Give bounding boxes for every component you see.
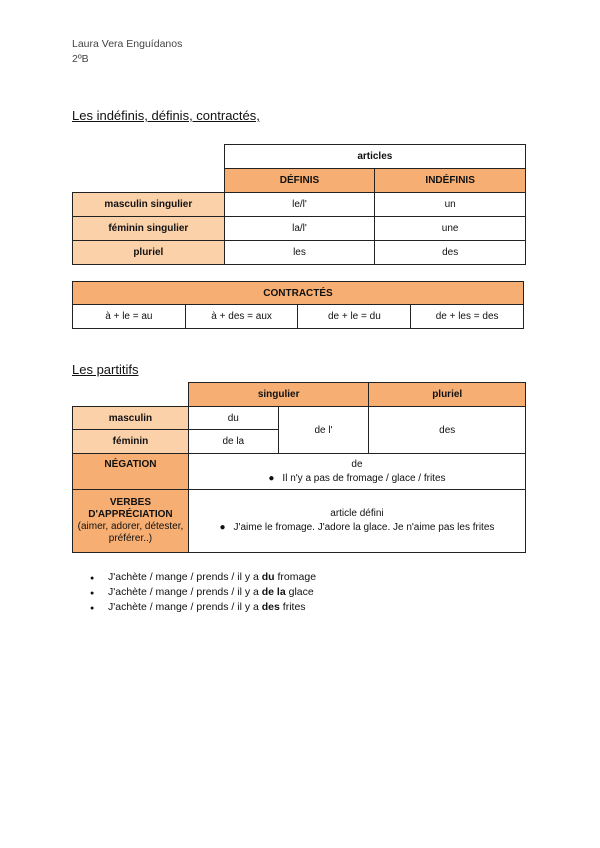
appreciation-label-cell xyxy=(73,490,189,553)
col-header-pluriel: pluriel xyxy=(369,383,526,407)
list-item-prefix: J'achète / mange / prends / il y a xyxy=(108,586,262,598)
list-item xyxy=(90,600,316,615)
col-header-definis: DÉFINIS xyxy=(224,169,375,193)
list-item-suffix: fromage xyxy=(274,571,317,583)
appreciation-label: VERBES D'APPRÉCIATION xyxy=(88,497,173,520)
empty-corner xyxy=(73,169,225,193)
author-name: Laura Vera Enguídanos xyxy=(72,38,183,50)
negation-cell xyxy=(188,454,525,490)
list-item-prefix: J'achète / mange / prends / il y a xyxy=(108,571,262,583)
negation-example-item xyxy=(189,472,525,486)
cell-pluriel: des xyxy=(369,407,526,454)
empty-corner xyxy=(73,383,189,407)
list-item-article: du xyxy=(261,571,275,583)
cell-indefini: des xyxy=(375,241,526,265)
row-label: pluriel xyxy=(73,241,225,265)
list-item-article: des xyxy=(261,601,280,613)
row-label: féminin singulier xyxy=(73,217,225,241)
negation-example: Il n'y a pas de fromage / glace / frites xyxy=(282,472,446,484)
cell-indefini: une xyxy=(375,217,526,241)
appreciation-value: article défini xyxy=(330,508,384,519)
partitifs-table xyxy=(72,382,526,553)
list-item-prefix: J'achète / mange / prends / il y a xyxy=(108,601,262,613)
cell-defini: le/l' xyxy=(224,193,375,217)
negation-value: de xyxy=(351,458,363,470)
contraction-cell: de + le = du xyxy=(298,305,411,329)
articles-group-header: articles xyxy=(224,145,525,169)
list-item xyxy=(90,585,316,600)
cell-defini: la/l' xyxy=(224,217,375,241)
cell-sing-shared: de l' xyxy=(278,407,369,454)
contraction-cell: à + des = aux xyxy=(185,305,298,329)
row-label-feminin: féminin xyxy=(73,430,189,454)
table-row xyxy=(73,193,526,217)
row-label: masculin singulier xyxy=(73,193,225,217)
cell-masc-sing: du xyxy=(188,407,278,430)
class-label: 2ºB xyxy=(72,53,89,65)
col-header-singulier: singulier xyxy=(188,383,369,407)
section-title-partitifs: Les partitifs xyxy=(72,362,139,377)
bullet-icon: ● xyxy=(219,522,226,533)
appreciation-example-item xyxy=(189,521,525,535)
row-label-negation: NÉGATION xyxy=(73,454,189,490)
appreciation-sub: (aimer, adorer, détester, préférer..) xyxy=(77,521,184,544)
contraction-cell: à + le = au xyxy=(73,305,186,329)
contraction-cell: de + les = des xyxy=(411,305,524,329)
cell-defini: les xyxy=(224,241,375,265)
list-item xyxy=(90,570,316,585)
section-title-articles: Les indéfinis, définis, contractés, xyxy=(72,108,260,123)
list-item-article: de la xyxy=(261,586,286,598)
document-header xyxy=(72,37,182,67)
appreciation-cell xyxy=(188,490,525,553)
empty-corner xyxy=(73,145,225,169)
contractes-title: CONTRACTÉS xyxy=(73,282,524,305)
list-item-suffix: frites xyxy=(279,601,306,613)
row-label-masculin: masculin xyxy=(73,407,189,430)
cell-indefini: un xyxy=(375,193,526,217)
list-item-suffix: glace xyxy=(285,586,314,598)
example-list xyxy=(90,570,316,615)
table-row xyxy=(73,241,526,265)
cell-fem-sing: de la xyxy=(188,430,278,454)
bullet-icon: ● xyxy=(268,472,275,484)
col-header-indefinis: INDÉFINIS xyxy=(375,169,526,193)
table-row xyxy=(73,217,526,241)
contractes-table xyxy=(72,281,524,329)
articles-table xyxy=(72,144,526,265)
appreciation-example: J'aime le fromage. J'adore la glace. Je n'aime pas les frites xyxy=(233,522,495,533)
